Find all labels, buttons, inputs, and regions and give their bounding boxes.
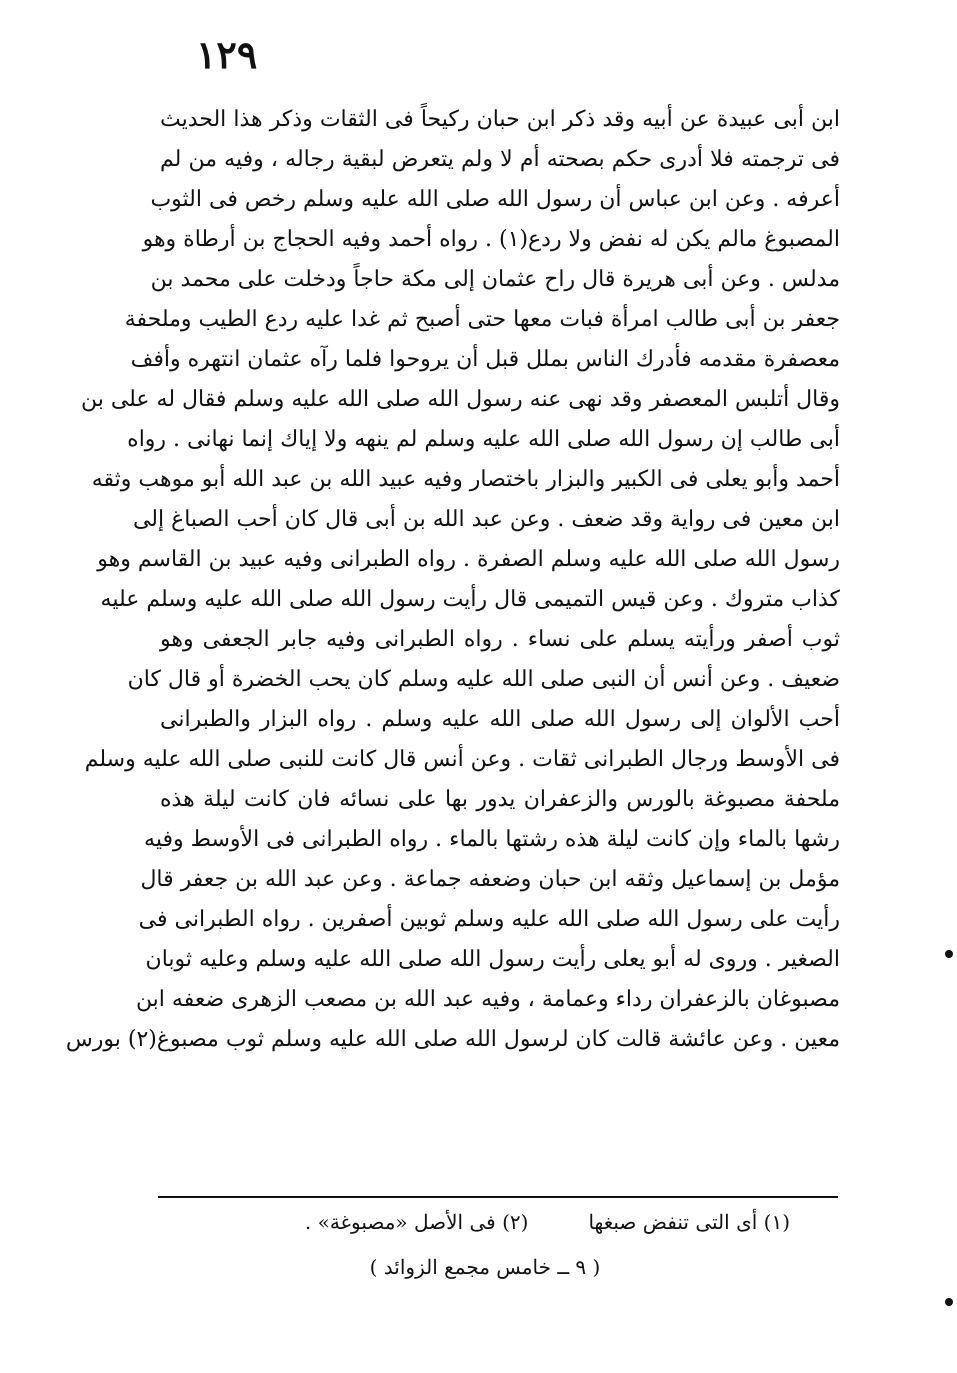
text-line: أعرفه . وعن ابن عباس أن رسول الله صلى الله عليه وسلم رخص فى الثوب bbox=[150, 187, 840, 212]
text-line: وقال أتلبس المعصفر وقد نهى عنه رسول الله صلى الله عليه وسلم فقال له على بن bbox=[80, 387, 840, 412]
body-text bbox=[65, 100, 840, 1060]
text-line: رسول الله صلى الله عليه وسلم الصفرة . رواه الطبرانى وفيه عبيد بن القاسم وهو bbox=[97, 547, 840, 572]
text-line: أحب الألوان إلى رسول الله صلى الله عليه وسلم . رواه البزار والطبرانى bbox=[160, 707, 840, 732]
text-line: أحمد وأبو يعلى فى الكبير والبزار باختصار وفيه عبيد الله بن عبد الله أبو موهب وثقه bbox=[91, 467, 840, 492]
text-line: أبى طالب إن رسول الله صلى الله عليه وسلم لم ينهه ولا إياك إنما نهانى . رواه bbox=[127, 427, 840, 452]
text-line: ثوب أصفر ورأيته يسلم على نساء . رواه الطبرانى وفيه جابر الجعفى وهو bbox=[160, 627, 840, 652]
text-line: ملحفة مصبوغة بالورس والزعفران يدور بها على نسائه فان كانت ليلة هذه bbox=[160, 787, 840, 812]
text-line: فى الأوسط ورجال الطبرانى ثقات . وعن أنس قال كانت للنبى صلى الله عليه وسلم bbox=[84, 747, 840, 772]
scan-mark-dot bbox=[945, 950, 953, 958]
text-line: كذاب متروك . وعن قيس التميمى قال رأيت رسول الله صلى الله عليه وسلم عليه bbox=[100, 587, 840, 612]
text-line: مؤمل بن إسماعيل وثقه ابن حبان وضعفه جماعة . وعن عبد الله بن جعفر قال bbox=[140, 867, 840, 892]
footnote-1: (١) أى التى تنفض صبغها bbox=[588, 1210, 790, 1234]
text-line: مدلس . وعن أبى هريرة قال راح عثمان إلى مكة حاجاً ودخلت على محمد بن bbox=[150, 267, 840, 292]
text-line: الصغير . وروى له أبو يعلى رأيت رسول الله صلى الله عليه وسلم وعليه ثوبان bbox=[145, 947, 840, 972]
text-line: معصفرة مقدمه فأدرك الناس بملل قبل أن يروحوا فلما رآه عثمان انتهره وأفف bbox=[130, 347, 840, 372]
footnote-2: (٢) فى الأصل «مصبوغة» . bbox=[304, 1210, 529, 1234]
text-line: جعفر بن أبى طالب امرأة فبات معها حتى أصبح ثم غدا عليه ردع الطيب وملحفة bbox=[124, 307, 840, 332]
footnote-separator bbox=[158, 1196, 838, 1198]
scan-mark-dot bbox=[945, 1298, 953, 1306]
text-line: فى ترجمته فلا أدرى حكم بصحته أم لا ولم يتعرض لبقية رجاله ، وفيه من لم bbox=[160, 147, 840, 172]
text-line: ابن أبى عبيدة عن أبيه وقد ذكر ابن حبان ركيحاً فى الثقات وذكر هذا الحديث bbox=[160, 107, 840, 132]
text-line: ضعيف . وعن أنس أن النبى صلى الله عليه وسلم كان يحب الخضرة أو قال كان bbox=[127, 667, 840, 692]
text-line: رأيت على رسول الله صلى الله عليه وسلم ثوبين أصفرين . رواه الطبرانى فى bbox=[138, 907, 840, 932]
page-number: ١٢٩ bbox=[196, 32, 258, 77]
footnotes bbox=[300, 1206, 790, 1238]
text-line: مصبوغان بالزعفران رداء وعمامة ، وفيه عبد الله بن مصعب الزهرى ضعفه ابن bbox=[135, 987, 840, 1012]
text-line: المصبوغ مالم يكن له نفض ولا ردع(١) . رواه أحمد وفيه الحجاج بن أرطاة وهو bbox=[142, 227, 840, 252]
text-line: ابن معين فى رواية وقد ضعف . وعن عبد الله بن أبى قال كان أحب الصباغ إلى bbox=[132, 507, 840, 532]
text-line: رشها بالماء وإن كانت ليلة هذه رشتها بالماء . رواه الطبرانى فى الأوسط وفيه bbox=[144, 827, 840, 852]
text-line: معين . وعن عائشة قالت كان لرسول الله صلى الله عليه وسلم ثوب مصبوغ(٢) بورس bbox=[65, 1027, 840, 1052]
signature-line: ( ٩ ــ خامس مجمع الزوائد ) bbox=[369, 1255, 601, 1279]
